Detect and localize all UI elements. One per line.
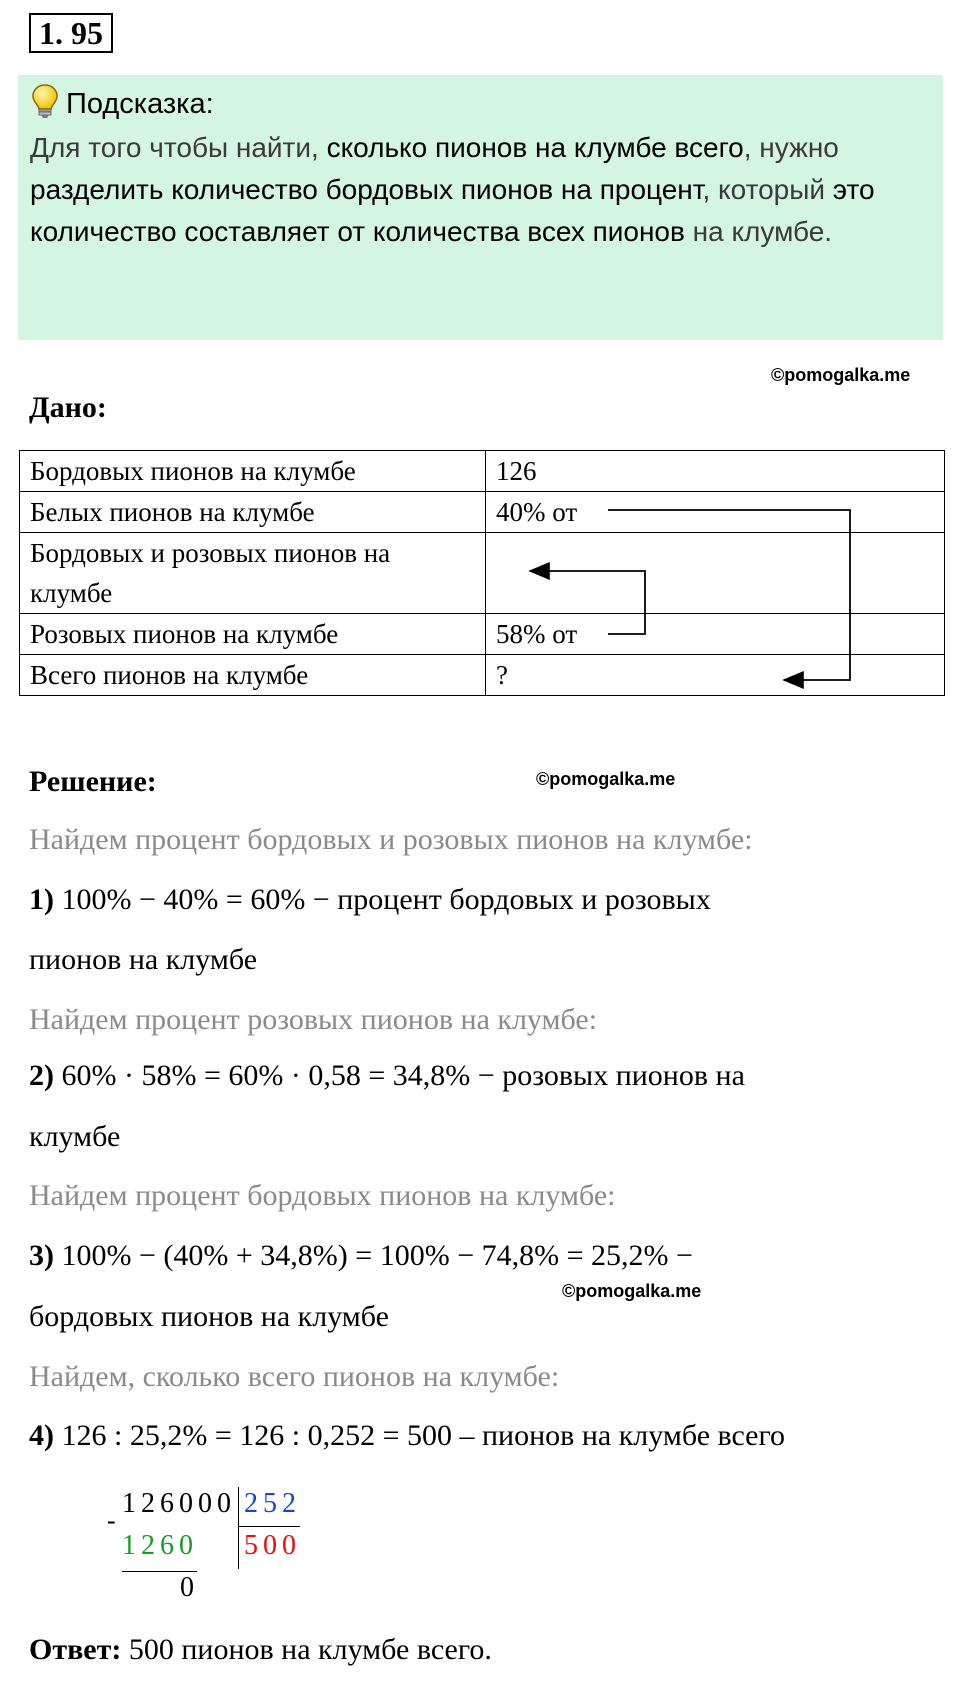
division-quotient: 500: [244, 1530, 301, 1561]
division-divisor-line: [238, 1526, 300, 1527]
step-text: 126 : 25,2% = 126 : 0,252 = 500 – пионов на клумбе всего: [54, 1419, 786, 1452]
hint-highlight: сколько пионов на клумбе всего: [326, 132, 744, 163]
table-cell-value: 58% от: [486, 614, 945, 655]
hint-highlight: это количество составляет от количества всех пионов: [30, 174, 875, 247]
problem-number: 1. 95: [29, 13, 113, 53]
table-arrows: [0, 0, 960, 720]
step-intro: Найдем процент бордовых и розовых пионов на клумбе:: [29, 823, 753, 856]
table-cell-label: Всего пионов на клумбе: [20, 655, 486, 696]
table-cell-value: 126: [486, 451, 945, 492]
step-number: 1): [29, 883, 54, 916]
division-underline: [122, 1571, 197, 1572]
table-cell-label: Бордовых и розовых пионов на клумбе: [20, 533, 486, 614]
step-text: 100% − (40% + 34,8%) = 100% − 74,8% = 25,2% −: [54, 1239, 693, 1272]
division-remainder: 0: [180, 1572, 199, 1603]
step-text: 60% · 58% = 60% · 0,58 = 34,8% − розовых пионов на: [54, 1059, 745, 1092]
step-line: [29, 1419, 785, 1453]
step-line: [29, 1239, 693, 1273]
table-cell-value: 40% от: [486, 492, 945, 533]
division-divisor: 252: [244, 1488, 301, 1519]
answer-text: 500 пионов на клумбе всего.: [121, 1633, 492, 1666]
arrow-pink-to-burgundy-pink: [530, 571, 645, 634]
step-intro: Найдем, сколько всего пионов на клумбе:: [29, 1360, 560, 1393]
hint-text-part: Для того чтобы найти,: [30, 132, 327, 163]
answer-label: Ответ:: [29, 1633, 122, 1666]
hint-text-part: на клумбе.: [684, 216, 833, 247]
step-line-continued: пионов на клумбе: [29, 943, 258, 976]
step-number: 3): [29, 1239, 54, 1272]
hint-text-part: , который: [702, 174, 833, 205]
watermark: ©pomogalka.me: [536, 769, 676, 789]
solution-heading: Решение:: [29, 765, 157, 798]
step-number: 4): [29, 1419, 54, 1452]
hint-highlight: разделить количество бордовых пионов на процент: [30, 174, 703, 205]
given-heading: Дано:: [29, 391, 107, 424]
division-vertical-bar: [238, 1487, 239, 1569]
hint-text-part: , нужно: [743, 132, 839, 163]
step-line: [29, 883, 711, 917]
step-text: 100% − 40% = 60% − процент бордовых и розовых: [54, 883, 711, 916]
step-line: [29, 1059, 745, 1093]
answer: [29, 1633, 492, 1667]
table-cell-label: Белых пионов на клумбе: [20, 492, 486, 533]
step-intro: Найдем процент бордовых пионов на клумбе:: [29, 1179, 616, 1212]
step-line-continued: клумбе: [29, 1120, 121, 1153]
table-cell-label: Бордовых пионов на клумбе: [20, 451, 486, 492]
step-line-continued: бордовых пионов на клумбе: [29, 1300, 389, 1333]
table-cell-label: Розовых пионов на клумбе: [20, 614, 486, 655]
division-subtrahend: 1260: [122, 1530, 198, 1561]
step-number: 2): [29, 1059, 54, 1092]
table-cell-value: ?: [486, 655, 945, 696]
division-minus-sign: -: [107, 1506, 116, 1535]
watermark: ©pomogalka.me: [562, 1281, 702, 1301]
step-intro: Найдем процент розовых пионов на клумбе:: [29, 1003, 598, 1036]
division-dividend: 126000: [122, 1488, 236, 1519]
hint-title-text: Подсказка:: [66, 88, 214, 120]
watermark: ©pomogalka.me: [771, 365, 911, 385]
